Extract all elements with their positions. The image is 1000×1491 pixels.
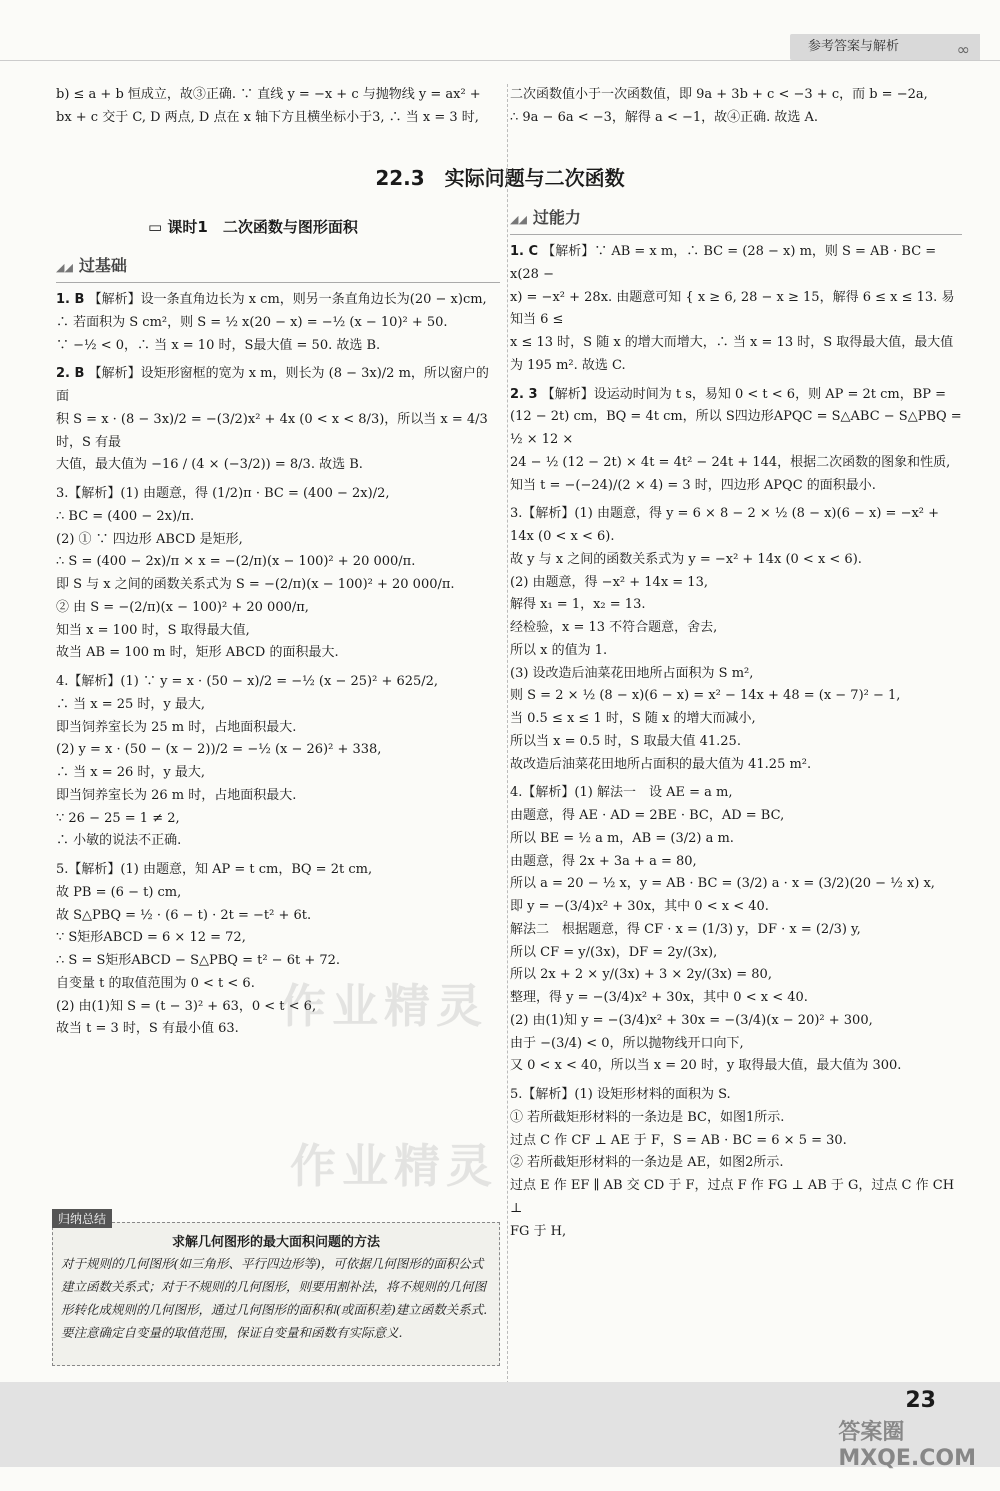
- text-line: 又 0 < x < 40，所以当 x = 20 时，y 取得最大值，最大值为 300.: [510, 1058, 902, 1074]
- text-line: 知当 t = −(−24)/(2 × 4) = 3 时，四边形 APQC 的面积最小.: [510, 477, 876, 493]
- text-line: 由题意，得 2x + 3a + a = 80,: [510, 853, 697, 869]
- text-line: x ≤ 13 时，S 随 x 的增大而增大，∴ 当 x = 13 时，S 取得最大值，最大值: [510, 335, 954, 350]
- text-line: 即当饲养室长为 26 m 时，占地面积最大.: [56, 787, 297, 803]
- marks-icon: ◢◢: [56, 261, 73, 274]
- question-number: 1. B: [56, 292, 85, 307]
- header-tab-label: 参考答案与解析: [808, 39, 900, 54]
- text-line: 经检验，x = 13 不符合题意，舍去,: [510, 620, 718, 635]
- text-line: ∴ S = S矩形ABCD − S△PBQ = t² − 6t + 72.: [56, 953, 341, 968]
- summary-title: 求解几何图形的最大面积问题的方法: [171, 1235, 380, 1250]
- text-line: 大值，最大值为 −16 / (4 × (−3/2)) = 8/3. 故选 B.: [56, 457, 363, 473]
- question-number: 2. 3: [510, 386, 538, 402]
- text-line: 由于 −(3/4) < 0，所以抛物线开口向下,: [510, 1035, 744, 1051]
- text-line: bx + c 交于 C, D 两点, D 点在 x 轴下方且横坐标小于3, ∴ 当 x = 3 时,: [56, 109, 479, 125]
- text-line: 解得 x₁ = 1，x₂ = 13.: [510, 597, 646, 613]
- text-line: 由题意，得 AE · AD = 2BE · BC，AD = BC,: [510, 808, 785, 823]
- basic-banner: [56, 252, 500, 283]
- lesson-title-text: 课时1 二次函数与图形面积: [167, 218, 358, 236]
- text-line: (2) 由(1)知 S = (t − 3)² + 63，0 < t < 6,: [56, 998, 317, 1014]
- text-line: b) ≤ a + b 恒成立，故③正确. ∵ 直线 y = −x + c 与抛物线 y = ax² +: [56, 87, 481, 102]
- text-line: 所以 CF = y/(3x)，DF = 2y/(3x),: [510, 944, 718, 960]
- right-column: [510, 204, 962, 1243]
- text-line: 整理，得 y = −(3/4)x² + 30x，其中 0 < x < 40.: [510, 990, 808, 1005]
- page-number: 23: [905, 1388, 936, 1413]
- text-line: 故改造后油菜花田地所占面积的最大值为 41.25 m².: [510, 756, 812, 772]
- question-2: [56, 363, 500, 477]
- question-2: [510, 384, 962, 498]
- top-left-text: [56, 84, 500, 130]
- left-column: [56, 252, 500, 1041]
- text-line: x) = −x² + 28x. 由题意可知 { x ≥ 6, 28 − x ≥ 15，解得 6 ≤ x ≤ 13. 易知当 6 ≤: [510, 289, 955, 328]
- text-line: 24 − ½ (12 − 2t) × 4t = 4t² − 24t + 144，根据二次函数的图象和性质,: [510, 454, 951, 470]
- question-4: [56, 671, 500, 853]
- text-line: ∴ 当 x = 25 时，y 最大,: [56, 696, 206, 712]
- section-title: 22.3 实际问题与二次函数: [375, 166, 625, 190]
- question-1: [510, 241, 962, 378]
- text-line: (3) 设改造后油菜花田地所占面积为 S m²,: [510, 665, 754, 681]
- text-line: ∵ −½ < 0，∴ 当 x = 10 时，S最大值 = 50. 故选 B.: [56, 337, 381, 353]
- text-line: 故 PB = (6 − t) cm,: [56, 884, 182, 900]
- text-line: 3.【解析】(1) 由题意，得 (1/2)π · BC = (400 − 2x)/2,: [56, 486, 390, 501]
- text-line: 过点 C 作 CF ⊥ AE 于 F，S = AB · BC = 6 × 5 = 30.: [510, 1132, 847, 1148]
- question-number: 1. C: [510, 244, 539, 259]
- text-line: 4.【解析】(1) 解法一 设 AE = a m,: [510, 785, 733, 801]
- text-line: ② 由 S = −(2/π)(x − 100)² + 20 000/π,: [56, 599, 309, 615]
- text-line: ② 若所截矩形材料的一条边是 AE，如图2所示.: [510, 1155, 784, 1171]
- text-line: 则 S = 2 × ½ (8 − x)(6 − x) = x² − 14x + 48 = (x − 7)² − 1,: [510, 688, 901, 704]
- text-line: ∵ 26 − 25 = 1 ≠ 2,: [56, 810, 180, 826]
- top-right-text: [510, 84, 962, 130]
- text-line: ∴ BC = (400 − 2x)/π.: [56, 508, 195, 524]
- text-line: 即 S 与 x 之间的函数关系式为 S = −(2/π)(x − 100)² + 20 000/π.: [56, 577, 455, 592]
- banner-text: 过能力: [532, 208, 581, 227]
- header-line: [0, 60, 1000, 61]
- text-line: (2) ① ∵ 四边形 ABCD 是矩形,: [56, 531, 243, 547]
- text-line: (2) y = x · (50 − (x − 2))/2 = −½ (x − 26)² + 338,: [56, 742, 382, 758]
- watermark-stamp: 作业精灵: [290, 1139, 498, 1193]
- question-5: [510, 1084, 962, 1243]
- question-1: [56, 289, 500, 357]
- text-line: 解法二 根据题意，得 CF · x = (1/3) y，DF · x = (2/3) y,: [510, 921, 861, 937]
- text-line: 为 195 m². 故选 C.: [510, 357, 626, 373]
- question-4: [510, 782, 962, 1078]
- summary-box: [52, 1212, 500, 1366]
- text-line: 所以 2x + 2 × y/(3x) + 3 × 2y/(3x) = 80,: [510, 967, 772, 983]
- question-number: 2. B: [56, 366, 85, 382]
- text-line: 所以当 x = 0.5 时，S 取最大值 41.25.: [510, 733, 741, 749]
- text-line: 故当 t = 3 时，S 有最小值 63.: [56, 1021, 239, 1037]
- text-line: 3.【解析】(1) 由题意，得 y = 6 × 8 − 2 × ½ (8 − x)(6 − x) = −x² +: [510, 506, 940, 522]
- question-3: [510, 503, 962, 776]
- text-line: 【解析】∵ AB = x m，∴ BC = (28 − x) m，则 S = AB · BC = x(28 −: [510, 244, 937, 282]
- text-line: 知当 x = 100 时，S 取得最大值,: [56, 622, 250, 638]
- text-line: ∵ S矩形ABCD = 6 × 12 = 72,: [56, 930, 246, 946]
- text-line: 【解析】设一条直角边长为 x cm，则另一条直角边长为(20 − x)cm,: [88, 292, 487, 307]
- question-3: [56, 483, 500, 665]
- text-line: 5.【解析】(1) 由题意，知 AP = t cm，BQ = 2t cm,: [56, 862, 373, 877]
- text-line: ∴ 9a − 6a < −3，解得 a < −1，故④正确. 故选 A.: [510, 109, 819, 125]
- lesson-title: [148, 216, 358, 237]
- text-line: ① 若所截矩形材料的一条边是 BC，如图1所示.: [510, 1109, 785, 1125]
- text-line: 故 y 与 x 之间的函数关系式为 y = −x² + 14x (0 < x < 6).: [510, 551, 862, 567]
- text-line: 即当饲养室长为 25 m 时，占地面积最大.: [56, 719, 297, 735]
- text-line: 自变量 t 的取值范围为 0 < t < 6.: [56, 975, 255, 991]
- text-line: ∴ 小敏的说法不正确.: [56, 833, 182, 849]
- ability-banner: [510, 204, 962, 235]
- text-line: 所以 x 的值为 1.: [510, 642, 608, 658]
- text-line: 二次函数值小于一次函数值，即 9a + 3b + c < −3 + c，而 b = −2a,: [510, 87, 928, 102]
- text-line: 所以 a = 20 − ½ x，y = AB · BC = (3/2) a · x = (3/2)(20 − ½ x) x,: [510, 876, 935, 892]
- header-tab: [790, 34, 980, 60]
- swirl-icon: ∞: [956, 40, 970, 59]
- book-icon: ▭: [148, 218, 168, 236]
- watermark-site-text: MXQE.COM: [838, 1446, 976, 1471]
- summary-body: 对于规则的几何图形(如三角形、平行四边形等)，可依据几何图形的面积公式建立函数关系式；对于不规则的几何图形，则要用割补法，将不规则的几何图形转化成规则的几何图形，通过几何图形的面积和(或面积差)建立函数关系式. 要注意确定自变量的取值范围，保证自变量和函数有实际意义.: [61, 1256, 488, 1341]
- text-line: 过点 E 作 EF ∥ AB 交 CD 于 F，过点 F 作 FG ⊥ AB 于 G，过点 C 作 CH ⊥: [510, 1178, 955, 1216]
- text-line: (2) 由(1)知 y = −(3/4)x² + 30x = −(3/4)(x − 20)² + 300,: [510, 1012, 873, 1028]
- text-line: 当 0.5 ≤ x ≤ 1 时，S 随 x 的增大而减小,: [510, 711, 756, 726]
- watermark-logo-text: 答案圈: [838, 1420, 905, 1445]
- summary-tag: 归纳总结: [52, 1209, 112, 1228]
- text-line: 积 S = x · (8 − 3x)/2 = −(3/2)x² + 4x (0 < x < 8/3)，所以当 x = 4/3 时，S 有最: [56, 411, 488, 450]
- text-line: 【解析】设矩形窗框的宽为 x m，则长为 (8 − 3x)/2 m，所以窗户的面: [56, 366, 489, 404]
- text-line: 4.【解析】(1) ∵ y = x · (50 − x)/2 = −½ (x − 25)² + 625/2,: [56, 674, 439, 689]
- watermark-site: [838, 1415, 976, 1471]
- text-line: (2) 由题意，得 −x² + 14x = 13,: [510, 574, 708, 590]
- watermark-stamp: 作业精灵: [280, 979, 488, 1033]
- text-line: (12 − 2t) cm，BQ = 4t cm，所以 S四边形APQC = S△ABC − S△PBQ = ½ × 12 ×: [510, 409, 962, 447]
- text-line: 故 S△PBQ = ½ · (6 − t) · 2t = −t² + 6t.: [56, 907, 312, 923]
- text-line: 故当 AB = 100 m 时，矩形 ABCD 的面积最大.: [56, 645, 339, 661]
- text-line: ∴ S = (400 − 2x)/π × x = −(2/π)(x − 100)² + 20 000/π.: [56, 554, 416, 570]
- text-line: 所以 BE = ½ a m，AB = (3/2) a m.: [510, 830, 734, 846]
- text-line: 即 y = −(3/4)x² + 30x，其中 0 < x < 40.: [510, 899, 769, 914]
- text-line: ∴ 当 x = 26 时，y 最大,: [56, 765, 206, 780]
- text-line: FG 于 H,: [510, 1223, 567, 1239]
- text-line: 5.【解析】(1) 设矩形材料的面积为 S.: [510, 1087, 731, 1102]
- column-divider: [507, 84, 508, 1384]
- marks-icon: ◢◢: [510, 213, 527, 226]
- text-line: ∴ 若面积为 S cm²，则 S = ½ x(20 − x) = −½ (x − 10)² + 50.: [56, 314, 448, 330]
- text-line: 14x (0 < x < 6).: [510, 529, 615, 544]
- text-line: 【解析】设运动时间为 t s，易知 0 < t < 6，则 AP = 2t cm，BP =: [541, 386, 947, 402]
- page-header: [0, 0, 1000, 64]
- banner-text: 过基础: [78, 256, 127, 275]
